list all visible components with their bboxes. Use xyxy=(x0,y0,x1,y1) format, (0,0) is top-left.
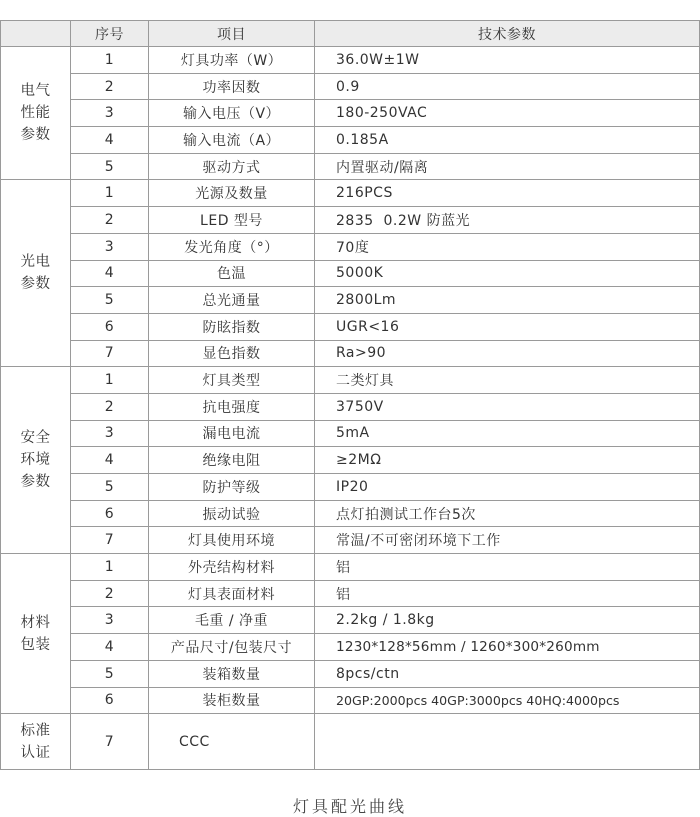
row-num: 1 xyxy=(71,554,149,581)
row-item: 发光角度（°） xyxy=(149,233,315,260)
row-num: 2 xyxy=(71,73,149,100)
group-label-line: 参数 xyxy=(20,127,51,144)
row-item: 灯具表面材料 xyxy=(149,580,315,607)
row-value: 常温/不可密闭环境下工作 xyxy=(315,527,700,554)
row-value: 5mA xyxy=(315,420,700,447)
group-label-line: 环境 xyxy=(20,452,51,469)
row-item: 灯具功率（W） xyxy=(149,47,315,74)
header-row xyxy=(1,21,700,47)
row-item: 总光通量 xyxy=(149,287,315,314)
row-num: 7 xyxy=(71,340,149,367)
row-item: 功率因数 xyxy=(149,73,315,100)
header-num: 序号 xyxy=(71,21,149,47)
row-value: 36.0W±1W xyxy=(315,47,700,74)
row-num: 2 xyxy=(71,580,149,607)
header-item: 项目 xyxy=(149,21,315,47)
group-label-line: 包装 xyxy=(20,636,51,653)
row-num: 3 xyxy=(71,420,149,447)
row-value: ≥2MΩ xyxy=(315,447,700,474)
row-num: 5 xyxy=(71,660,149,687)
row-num: 6 xyxy=(71,687,149,714)
table-row xyxy=(1,714,700,770)
row-value: IP20 xyxy=(315,474,700,501)
row-value: Ra>90 xyxy=(315,340,700,367)
row-num: 1 xyxy=(71,47,149,74)
row-value: 3750V xyxy=(315,393,700,420)
group-label-line: 认证 xyxy=(20,744,51,761)
row-num: 4 xyxy=(71,260,149,287)
row-num: 6 xyxy=(71,500,149,527)
row-value: 2835 0.2W 防蓝光 xyxy=(315,207,700,234)
group-label-line: 光电 xyxy=(20,254,51,271)
row-value: 5000K xyxy=(315,260,700,287)
row-num: 5 xyxy=(71,287,149,314)
table-row xyxy=(1,47,700,74)
row-num: 6 xyxy=(71,313,149,340)
row-item: 灯具使用环境 xyxy=(149,527,315,554)
row-item: 抗电强度 xyxy=(149,393,315,420)
row-item: 光源及数量 xyxy=(149,180,315,207)
row-num: 3 xyxy=(71,100,149,127)
row-value: 二类灯具 xyxy=(315,367,700,394)
row-num: 4 xyxy=(71,447,149,474)
row-value: 20GP:2000pcs 40GP:3000pcs 40HQ:4000pcs xyxy=(315,687,700,714)
row-item: 振动试验 xyxy=(149,500,315,527)
row-item: 输入电压（V） xyxy=(149,100,315,127)
row-item: 输入电流（A） xyxy=(149,127,315,154)
row-num: 3 xyxy=(71,233,149,260)
spec-table xyxy=(0,20,700,770)
group-label-line: 标准 xyxy=(20,722,51,739)
table-row xyxy=(1,554,700,581)
group-label-safety xyxy=(1,367,71,554)
group-label-line: 安全 xyxy=(20,430,51,447)
row-num: 2 xyxy=(71,393,149,420)
row-item: LED 型号 xyxy=(149,207,315,234)
row-item: 显色指数 xyxy=(149,340,315,367)
row-num: 1 xyxy=(71,180,149,207)
group-label-line: 参数 xyxy=(20,474,51,491)
row-num: 4 xyxy=(71,634,149,661)
table-row xyxy=(1,420,700,447)
group-label-certification xyxy=(1,714,71,770)
row-item: 防护等级 xyxy=(149,474,315,501)
table-row xyxy=(1,660,700,687)
row-num: 4 xyxy=(71,127,149,154)
row-item: 外壳结构材料 xyxy=(149,554,315,581)
table-row xyxy=(1,607,700,634)
group-label-line: 电气 xyxy=(20,83,51,100)
group-label-packaging xyxy=(1,554,71,714)
group-label-line: 材料 xyxy=(20,614,51,631)
table-row xyxy=(1,180,700,207)
row-item: 灯具类型 xyxy=(149,367,315,394)
row-num: 2 xyxy=(71,207,149,234)
group-label-line: 性能 xyxy=(20,105,51,122)
header-value: 技术参数 xyxy=(315,21,700,47)
table-row xyxy=(1,207,700,234)
row-value: UGR<16 xyxy=(315,313,700,340)
table-row xyxy=(1,447,700,474)
table-row xyxy=(1,367,700,394)
row-item: 防眩指数 xyxy=(149,313,315,340)
row-value: 70度 xyxy=(315,233,700,260)
row-num: 7 xyxy=(71,527,149,554)
row-item: 绝缘电阻 xyxy=(149,447,315,474)
row-value: 2800Lm xyxy=(315,287,700,314)
table-row xyxy=(1,527,700,554)
row-value: 0.9 xyxy=(315,73,700,100)
row-value: 铝 xyxy=(315,554,700,581)
row-item: 产品尺寸/包装尺寸 xyxy=(149,634,315,661)
table-row xyxy=(1,287,700,314)
table-row xyxy=(1,687,700,714)
row-item: 装箱数量 xyxy=(149,660,315,687)
table-row xyxy=(1,100,700,127)
group-label-electrical xyxy=(1,47,71,180)
row-item: 漏电电流 xyxy=(149,420,315,447)
header-group xyxy=(1,21,71,47)
table-row xyxy=(1,393,700,420)
row-item: CCC xyxy=(149,714,315,770)
row-value: 8pcs/ctn xyxy=(315,660,700,687)
group-label-line: 参数 xyxy=(20,276,51,293)
row-value xyxy=(315,714,700,770)
table-row xyxy=(1,153,700,180)
table-row xyxy=(1,500,700,527)
table-row xyxy=(1,634,700,661)
row-value: 内置驱动/隔离 xyxy=(315,153,700,180)
row-value: 1230*128*56mm / 1260*300*260mm xyxy=(315,634,700,661)
table-row xyxy=(1,474,700,501)
row-item: 毛重 / 净重 xyxy=(149,607,315,634)
table-row xyxy=(1,73,700,100)
row-value: 点灯拍测试工作台5次 xyxy=(315,500,700,527)
table-row xyxy=(1,260,700,287)
row-value: 铝 xyxy=(315,580,700,607)
group-label-photoelectric xyxy=(1,180,71,367)
section-title-partial: 灯具配光曲线 xyxy=(292,797,407,816)
row-value: 2.2kg / 1.8kg xyxy=(315,607,700,634)
row-num: 3 xyxy=(71,607,149,634)
row-num: 7 xyxy=(71,714,149,770)
table-row xyxy=(1,313,700,340)
table-row xyxy=(1,580,700,607)
row-item: 驱动方式 xyxy=(149,153,315,180)
row-num: 1 xyxy=(71,367,149,394)
row-item: 色温 xyxy=(149,260,315,287)
row-num: 5 xyxy=(71,153,149,180)
row-item: 装柜数量 xyxy=(149,687,315,714)
row-value: 216PCS xyxy=(315,180,700,207)
table-row xyxy=(1,127,700,154)
row-num: 5 xyxy=(71,474,149,501)
table-row xyxy=(1,233,700,260)
row-value: 180-250VAC xyxy=(315,100,700,127)
table-row xyxy=(1,340,700,367)
row-value: 0.185A xyxy=(315,127,700,154)
